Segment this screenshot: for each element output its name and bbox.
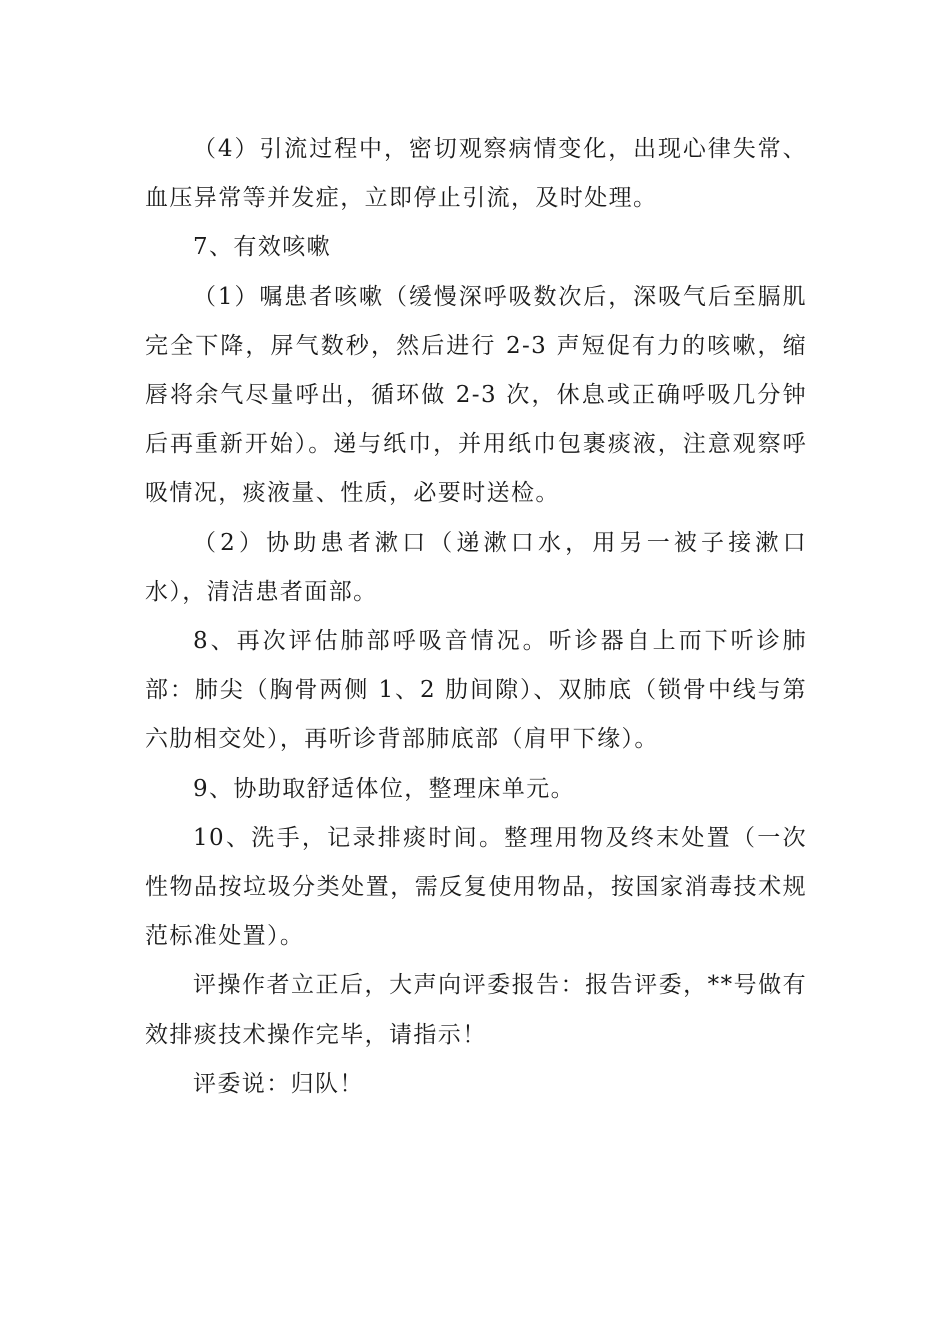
paragraph-handwashing-record: 10、洗手，记录排痰时间。整理用物及终末处置（一次性物品按垃圾分类处置，需反复使用物品，按国家消毒技术规范标准处置）。	[145, 824, 807, 950]
paragraph-cough-instruction: （1）嘱患者咳嗽（缓慢深呼吸数次后，深吸气后至膈肌完全下降，屏气数秒，然后进行 2-3 声短促有力的咳嗽，缩唇将余气尽量呼出，循环做 2-3 次，休息或正确呼吸几分钟后再重新开始）。递与纸巾，并用纸巾包裹痰液，注意观察呼吸情况，痰液量、性质，必要时送检。	[145, 283, 807, 507]
paragraph-drainage-observation: （4）引流过程中，密切观察病情变化，出现心律失常、血压异常等并发症，立即停止引流，及时处理。	[145, 136, 807, 212]
paragraph-mouth-rinse: （2）协助患者漱口（递漱口水，用另一被子接漱口水），清洁患者面部。	[145, 529, 807, 605]
paragraph-report-to-judges: 评操作者立正后，大声向评委报告：报告评委，**号做有效排痰技术操作完毕，请指示！	[145, 972, 807, 1048]
paragraph-comfortable-position: 9、协助取舒适体位，整理床单元。	[193, 775, 576, 802]
section-heading-effective-cough: 7、有效咳嗽	[193, 234, 332, 261]
paragraph-reassess-breath-sounds: 8、再次评估肺部呼吸音情况。听诊器自上而下听诊肺部：肺尖（胸骨两侧 1、2 肋间隙）、双肺底（锁骨中线与第六肋相交处），再听诊背部肺底部（肩甲下缘）。	[145, 628, 807, 753]
paragraph-judge-response: 评委说：归队！	[193, 1070, 364, 1097]
document-body	[145, 125, 807, 1109]
